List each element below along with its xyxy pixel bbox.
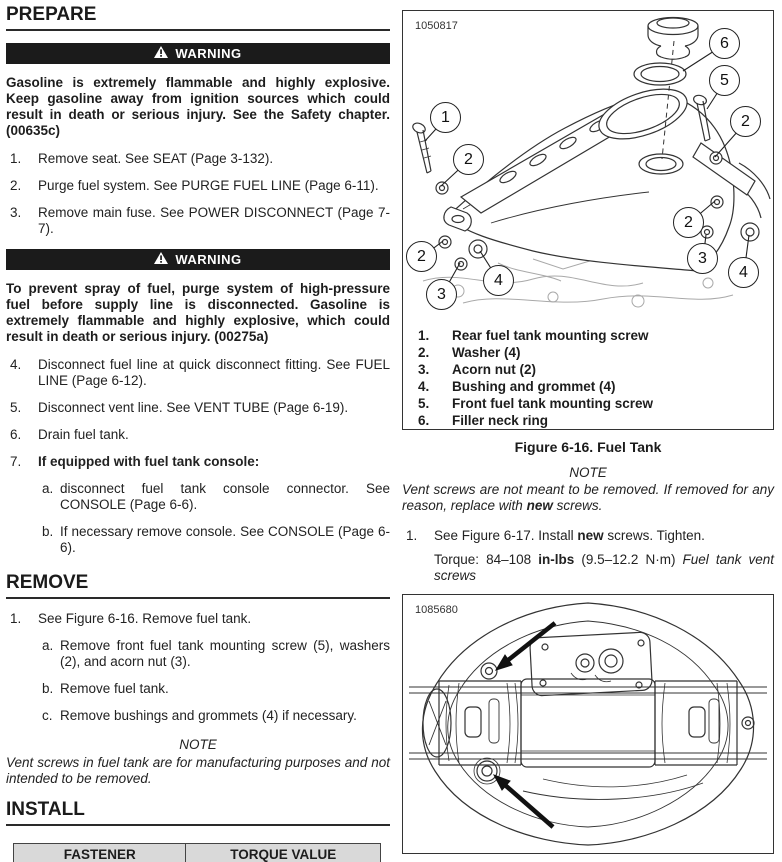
legend-number: 5. bbox=[418, 396, 430, 411]
remove-step-1 bbox=[6, 611, 390, 627]
prepare-step-7a bbox=[42, 481, 390, 513]
right-column bbox=[402, 10, 774, 854]
substep-text: Remove bushings and grommets (4) if necessary. bbox=[60, 708, 357, 723]
torque-table bbox=[13, 843, 381, 862]
note-text-part: Vent screws are not meant to be removed. If removed for any reason, replace with bbox=[402, 482, 774, 513]
section-heading-prepare: PREPARE bbox=[6, 4, 390, 31]
table-header-fastener: FASTENER bbox=[14, 844, 186, 862]
legend-item-1 bbox=[403, 327, 773, 344]
substep-letter: c. bbox=[42, 708, 53, 723]
legend-item-4 bbox=[403, 378, 773, 395]
note-text-part: screws. bbox=[552, 498, 603, 513]
prepare-step-3 bbox=[6, 205, 390, 237]
note-text bbox=[402, 482, 774, 514]
prepare-step-6 bbox=[6, 427, 390, 443]
substep-text: disconnect fuel tank console connector. See CONSOLE (Page 6-6). bbox=[60, 481, 390, 512]
substep-letter: a. bbox=[42, 638, 54, 653]
remove-step-1a bbox=[42, 638, 390, 670]
substep-text: Remove fuel tank. bbox=[60, 681, 169, 696]
warning-banner-label: WARNING bbox=[175, 46, 242, 61]
callout-1: 1 bbox=[430, 102, 461, 133]
legend-number: 3. bbox=[418, 362, 430, 377]
step-text-part: screws. Tighten. bbox=[603, 528, 705, 543]
prepare-step-1 bbox=[6, 151, 390, 167]
torque-unit: in-lbs bbox=[538, 552, 575, 567]
step-text: Remove seat. See SEAT (Page 3-132). bbox=[38, 151, 274, 166]
legend-item-2 bbox=[403, 344, 773, 361]
warning-triangle-icon bbox=[154, 252, 168, 267]
figure-photo-id: 1050817 bbox=[415, 20, 458, 32]
legend-item-6 bbox=[403, 412, 773, 429]
torque-spec bbox=[434, 552, 774, 584]
torque-text-part: Torque: 84–108 bbox=[434, 552, 539, 567]
prepare-step-5 bbox=[6, 400, 390, 416]
callout-3-left: 3 bbox=[426, 279, 457, 310]
step-text: Drain fuel tank. bbox=[38, 427, 129, 442]
warning-banner-1 bbox=[6, 43, 390, 64]
note-label: NOTE bbox=[569, 465, 607, 480]
legend-number: 1. bbox=[418, 328, 430, 343]
callout-4-right: 4 bbox=[728, 257, 759, 288]
legend-number: 6. bbox=[418, 413, 430, 428]
step-number: 1. bbox=[10, 611, 22, 626]
remove-step-1b bbox=[42, 681, 390, 697]
warning-paragraph-1: Gasoline is extremely flammable and highly explosive. Keep gasoline away from ignition sources which could result in death or serious injury. See the Safety chapter. (00635c) bbox=[6, 75, 390, 138]
step-number: 6. bbox=[10, 427, 22, 442]
note-text-bold: new bbox=[526, 498, 553, 513]
warning-banner-label: WARNING bbox=[175, 252, 242, 267]
step-number: 5. bbox=[10, 400, 22, 415]
legend-item-5 bbox=[403, 395, 773, 412]
step-text: If equipped with fuel tank console: bbox=[38, 454, 260, 469]
step-text: Remove main fuse. See POWER DISCONNECT (Page 7-7). bbox=[38, 205, 390, 236]
figure-6-16-caption: Figure 6-16. Fuel Tank bbox=[514, 439, 662, 455]
step-text-bold: new bbox=[577, 528, 604, 543]
step-text: Purge fuel system. See PURGE FUEL LINE (Page 6-11). bbox=[38, 178, 379, 193]
step-text: Disconnect vent line. See VENT TUBE (Page 6-19). bbox=[38, 400, 349, 415]
step-number: 1. bbox=[10, 151, 22, 166]
legend-text: Bushing and grommet (4) bbox=[452, 379, 616, 394]
callout-6: 6 bbox=[709, 28, 740, 59]
fuel-tank-underside-drawing bbox=[403, 595, 773, 854]
torque-text-part: (9.5–12.2 N·m) bbox=[574, 552, 683, 567]
callout-5: 5 bbox=[709, 65, 740, 96]
step-text bbox=[434, 528, 774, 544]
prepare-step-7b bbox=[42, 524, 390, 556]
legend-text: Acorn nut (2) bbox=[452, 362, 536, 377]
note-label: NOTE bbox=[179, 737, 217, 752]
install-step-1 bbox=[402, 528, 774, 544]
table-header-torque-value: TORQUE VALUE bbox=[186, 844, 381, 862]
legend-item-3 bbox=[403, 361, 773, 378]
legend-text: Washer (4) bbox=[452, 345, 521, 360]
substep-letter: b. bbox=[42, 524, 54, 539]
figure-6-17-box bbox=[402, 594, 774, 854]
callout-2-right-top: 2 bbox=[730, 106, 761, 137]
substep-text: If necessary remove console. See CONSOLE (Page 6-6). bbox=[60, 524, 390, 555]
prepare-step-2 bbox=[6, 178, 390, 194]
warning-triangle-icon bbox=[154, 46, 168, 61]
legend-number: 4. bbox=[418, 379, 430, 394]
legend-text: Rear fuel tank mounting screw bbox=[452, 328, 649, 343]
section-heading-remove: REMOVE bbox=[6, 572, 390, 599]
step-text-part: See Figure 6-17. Install bbox=[434, 528, 578, 543]
step-text: See Figure 6-16. Remove fuel tank. bbox=[38, 611, 252, 626]
step-number: 1. bbox=[406, 528, 418, 543]
warning-banner-2 bbox=[6, 249, 390, 270]
step-number: 7. bbox=[10, 454, 22, 469]
figure-legend bbox=[403, 327, 773, 429]
step-number: 2. bbox=[10, 178, 22, 193]
section-heading-install: INSTALL bbox=[6, 799, 390, 826]
callout-4-left: 4 bbox=[483, 265, 514, 296]
substep-text: Remove front fuel tank mounting screw (5), washers (2), and acorn nut (3). bbox=[60, 638, 390, 669]
substep-letter: a. bbox=[42, 481, 54, 496]
callout-2-bottom-left: 2 bbox=[406, 241, 437, 272]
left-column bbox=[6, 4, 390, 862]
step-text: Disconnect fuel line at quick disconnect fitting. See FUEL LINE (Page 6-12). bbox=[38, 357, 390, 388]
warning-paragraph-2: To prevent spray of fuel, purge system of high-pressure fuel before supply line is disconnected. Gasoline is extremely flammable and highly explosive, which could result in death or serious injury. (00275a) bbox=[6, 281, 390, 344]
prepare-step-4 bbox=[6, 357, 390, 389]
step-number: 4. bbox=[10, 357, 22, 372]
figure-photo-id: 1085680 bbox=[415, 604, 458, 616]
note-text: Vent screws in fuel tank are for manufacturing purposes and not intended to be removed. bbox=[6, 755, 390, 786]
step-number: 3. bbox=[10, 205, 22, 220]
prepare-step-7 bbox=[6, 454, 390, 470]
substep-letter: b. bbox=[42, 681, 54, 696]
remove-step-1c bbox=[42, 708, 390, 724]
callout-2-left: 2 bbox=[453, 144, 484, 175]
callout-3-right: 3 bbox=[687, 243, 718, 274]
legend-text: Filler neck ring bbox=[452, 413, 549, 428]
vent-screw-arrows bbox=[494, 623, 555, 827]
torque-fastener-name: Fuel tank vent screws bbox=[434, 552, 774, 583]
callout-2-right-mid: 2 bbox=[673, 207, 704, 238]
figure-6-16-box bbox=[402, 10, 774, 430]
torque-table-header-row bbox=[14, 844, 381, 862]
legend-text: Front fuel tank mounting screw bbox=[452, 396, 654, 411]
legend-number: 2. bbox=[418, 345, 430, 360]
